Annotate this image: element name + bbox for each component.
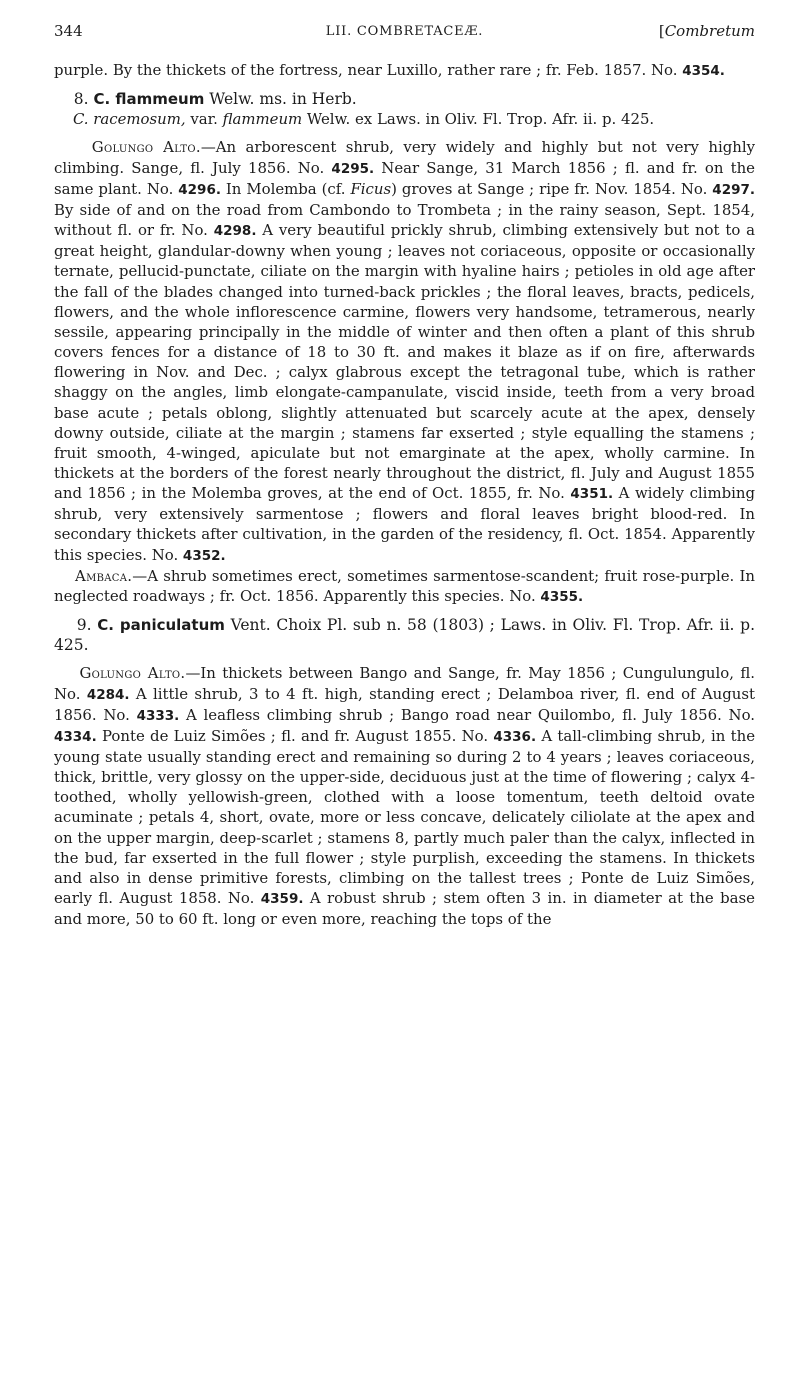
running-header bbox=[54, 0, 755, 60]
genus-name: Combretum bbox=[664, 22, 755, 40]
specimen-number: 4296. bbox=[178, 181, 221, 198]
species-name: C. paniculatum bbox=[97, 616, 225, 635]
locality: Golungo Alto. bbox=[91, 138, 201, 157]
specimen-number: 4359. bbox=[260, 891, 304, 908]
specimen-number: 4352. bbox=[182, 547, 226, 564]
specimen-number: 4284. bbox=[86, 686, 130, 703]
species-9-heading: 9. C. paniculatum Vent. Choix Pl. sub n. 58 (1803) ; Laws. in Oliv. Fl. Trop. Afr. ii. p. 425. bbox=[54, 616, 755, 655]
page-body bbox=[54, 60, 755, 929]
specimen-number: 4334. bbox=[54, 728, 97, 745]
intro-paragraph: purple. By the thickets of the fortress, near Luxillo, rather rare ; fr. Feb. 1857. No. 4354. bbox=[54, 61, 725, 79]
running-genus: [Combretum bbox=[658, 22, 755, 40]
specimen-number: 4336. bbox=[493, 728, 537, 745]
species-9-description: Golungo Alto.—In thickets between Bango and Sange, fr. May 1856 ; Cungulungulo, fl. No. 4284. A little shrub, 3 to 4 ft. high, standing erect ; Delamboa river, fl. end of August 1856. No. 4333. A leafless climbing shrub ; Bango road near Quilombo, fl. July 1856. No. 4334. Ponte de Luiz Simões ; fl. and fr. August 1855. No. 4336. A tall-climbing shrub, in the young state usually standing erect and remaining so during 2 to 4 years ; leaves coriaceous, thick, brittle, very glossy on the upper-side, deciduous just at the time of flowering ; calyx 4-toothed, wholly yellowish-green, clothed with a loose tomentum, teeth deltoid ovate acuminate ; petals 4, short, ovate, more or less concave, delicately ciliolate at the apex and on the upper margin, deep-scarlet ; stamens 8, partly much paler than the calyx, inflected in the bud, far exserted in the full flower ; style purplish, exceeding the stamens. In thickets and also in dense primitive forests, climbing on the tallest trees ; Ponte de Luiz Simões, early fl. August 1858. No. 4359. A robust shrub ; stem often 3 in. in diameter at the base and more, 50 to 60 ft. long or even more, reaching the tops of the bbox=[54, 664, 756, 929]
species-8-heading: 8. C. flammeum Welw. ms. in Herb. bbox=[73, 90, 357, 109]
locality: Golungo Alto. bbox=[79, 664, 186, 683]
species-8-ambaca: Ambaca.—A shrub sometimes erect, sometimes sarmentose-scandent; fruit rose-purple. In neglected roadways ; fr. Oct. 1856. Apparently this species. No. 4355. bbox=[54, 566, 755, 605]
specimen-number: 4333. bbox=[136, 707, 180, 724]
specimen-number: 4295. bbox=[331, 160, 375, 177]
specimen-number: 4298. bbox=[213, 223, 257, 240]
locality: Ambaca. bbox=[75, 566, 133, 585]
species-8-description: Golungo Alto.—An arborescent shrub, very widely and highly but not very highly climbing. Sange, fl. July 1856. No. 4295. Near Sange, 31 March 1856 ; fl. and fr. on the same plant. No. 4296. In Molemba (cf. Ficus) groves at Sange ; ripe fr. Nov. 1854. No. 4297. By side of and on the road from Cambondo to Trombeta ; in the rainy season, Sept. 1854, without fl. or fr. No. 4298. A very beautiful prickly shrub, climbing extensively but not to a great height, glandular-downy when young ; leaves not coriaceous, opposite or occasionally ternate, pellucid-punctate, ciliate on the margin with hyaline hairs ; petioles in old age after the fall of the blades changed into turned-back prickles ; the floral leaves, bracts, pedicels, flowers, and the whole inflorescence carmine, flowers very handsome, tetramerous, nearly sessile, appearing principally in the middle of winter and then often a plant of this shrub covers fences for a distance of 18 to 30 ft. and makes it blaze as if on fire, afterwards flowering in Nov. and Dec. ; calyx glabrous except the tetragonal tube, which is rather shaggy on the angles, limb elongate-campanulate, viscid inside, teeth from a very broad base acute ; petals oblong, slightly attenuated but scarcely acute at the apex, densely downy outside, ciliate at the margin ; stamens far exserted ; style equalling the stamens ; fruit smooth, 4-winged, apiculate but not emarginate at the apex, wholly carmine. In thickets at the borders of the forest nearly throughout the district, fl. July and August 1855 and 1856 ; in the Molemba groves, at the end of Oct. 1855, fr. No. 4351. A widely climbing shrub, very extensively sarmentose ; flowers and floral leaves bright blood-red. In secondary thickets after cultivation, in the garden of the residency, fl. Oct. 1854. Apparently this species. No. 4352. bbox=[54, 138, 755, 564]
specimen-number: 4297. bbox=[712, 181, 755, 198]
species-8-synonym: C. racemosum, var. flammeum Welw. ex Laws. in Oliv. Fl. Trop. Afr. ii. p. 425. bbox=[72, 110, 655, 129]
running-title: LII. COMBRETACEÆ. bbox=[325, 24, 484, 39]
specimen-number: 4354. bbox=[682, 63, 725, 79]
page-number: 344 bbox=[54, 22, 83, 40]
species-name: C. flammeum bbox=[93, 90, 205, 109]
specimen-number: 4351. bbox=[570, 486, 614, 503]
specimen-number: 4355. bbox=[540, 588, 584, 605]
